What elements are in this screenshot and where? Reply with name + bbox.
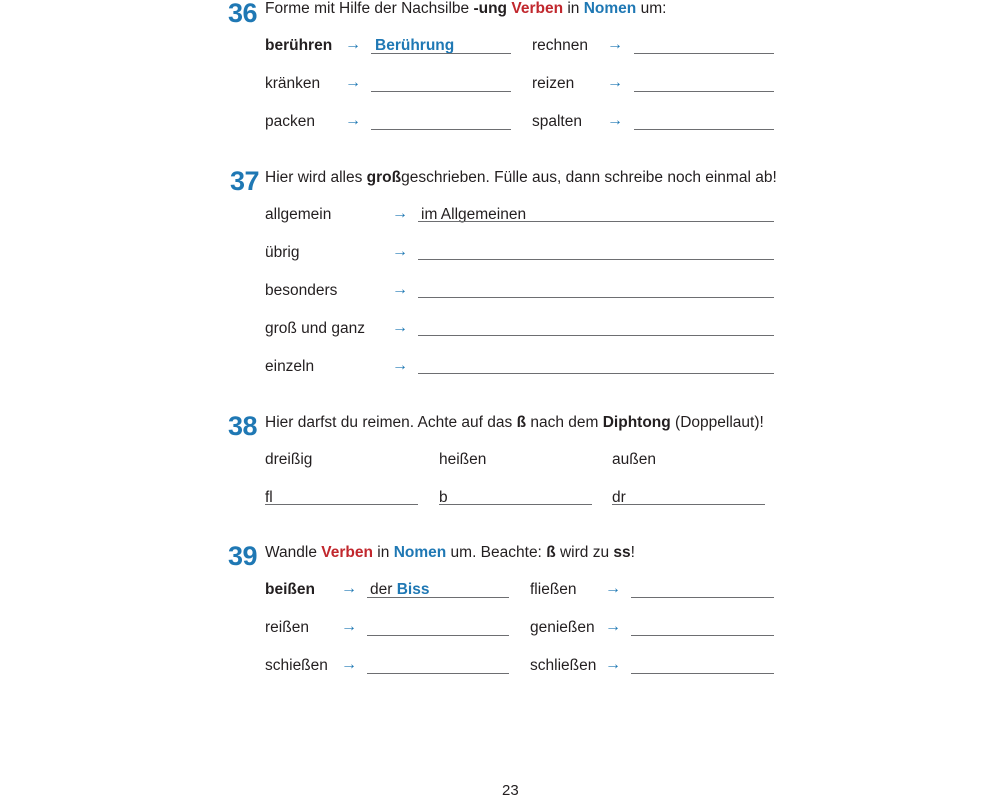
arrow-icon: → [605, 656, 621, 673]
ex36-answer-line[interactable] [371, 53, 511, 54]
arrow-icon: → [392, 319, 408, 336]
arrow-icon: → [341, 656, 357, 673]
ex39-word-fliessen: fließen [530, 581, 577, 598]
ex37-word-allgemein: allgemein [265, 206, 332, 223]
ex39-answer-line[interactable] [631, 635, 774, 636]
exercise-37-instruction: Hier wird alles großgeschrieben. Fülle aus, dann schreibe noch einmal ab! [265, 169, 777, 186]
exercise-39-instruction: Wandle Verben in Nomen um. Beachte: ß wird zu ss! [265, 544, 635, 561]
ex39-word-schliessen: schließen [530, 657, 597, 674]
ex39-answer-line[interactable] [367, 597, 509, 598]
ex39-answer-der-biss: der Biss [370, 581, 430, 598]
ex39-answer-line[interactable] [631, 673, 774, 674]
ex38-prefix-b: b [439, 489, 448, 506]
ex38-word-dreissig: dreißig [265, 451, 313, 468]
arrow-icon: → [607, 36, 623, 53]
arrow-icon: → [392, 205, 408, 222]
arrow-icon: → [345, 112, 361, 129]
ex36-answer-line[interactable] [634, 91, 774, 92]
arrow-icon: → [341, 618, 357, 635]
ex39-answer-line[interactable] [631, 597, 774, 598]
ex37-answer-line[interactable] [418, 373, 774, 374]
ex38-answer-line[interactable] [265, 504, 418, 505]
ex36-word-packen: packen [265, 113, 315, 130]
arrow-icon: → [392, 281, 408, 298]
ex39-answer-line[interactable] [367, 635, 509, 636]
exercise-39-number: 39 [228, 541, 258, 571]
ex36-answer-line[interactable] [634, 129, 774, 130]
arrow-icon: → [392, 357, 408, 374]
ex38-word-heissen: heißen [439, 451, 487, 468]
ex39-word-reissen: reißen [265, 619, 309, 636]
ex36-answer-beruehrung: Berührung [375, 37, 455, 54]
ex36-word-spalten: spalten [532, 113, 582, 130]
ex37-answer-im-allgemeinen: im Allgemeinen [421, 206, 527, 223]
ex37-answer-line[interactable] [418, 259, 774, 260]
ex37-word-gross-und-ganz: groß und ganz [265, 320, 365, 337]
ex36-word-kraenken: kränken [265, 75, 321, 92]
ex36-answer-line[interactable] [371, 91, 511, 92]
ex39-word-geniessen: genießen [530, 619, 595, 636]
exercise-36-instruction: Forme mit Hilfe der Nachsilbe -ung Verben in Nomen um: [265, 0, 667, 17]
page-number: 23 [502, 782, 519, 799]
arrow-icon: → [392, 243, 408, 260]
arrow-icon: → [605, 580, 621, 597]
ex36-word-rechnen: rechnen [532, 37, 589, 54]
arrow-icon: → [341, 580, 357, 597]
ex37-answer-line[interactable] [418, 297, 774, 298]
ex36-word-beruehren: berühren [265, 37, 333, 54]
arrow-icon: → [345, 36, 361, 53]
ex38-answer-line[interactable] [439, 504, 592, 505]
exercise-38-instruction: Hier darfst du reimen. Achte auf das ß nach dem Diphtong (Doppellaut)! [265, 414, 764, 431]
exercise-38-number: 38 [228, 411, 258, 441]
ex37-answer-line[interactable] [418, 221, 774, 222]
ex39-word-beissen: beißen [265, 581, 315, 598]
ex36-answer-line[interactable] [634, 53, 774, 54]
ex36-word-reizen: reizen [532, 75, 575, 92]
ex38-prefix-fl: fl [265, 489, 273, 506]
ex38-answer-line[interactable] [612, 504, 765, 505]
ex37-word-uebrig: übrig [265, 244, 300, 261]
ex37-answer-line[interactable] [418, 335, 774, 336]
arrow-icon: → [345, 74, 361, 91]
ex38-prefix-dr: dr [612, 489, 626, 506]
ex37-word-einzeln: einzeln [265, 358, 315, 375]
ex37-word-besonders: besonders [265, 282, 338, 299]
ex39-answer-line[interactable] [367, 673, 509, 674]
ex36-answer-line[interactable] [371, 129, 511, 130]
arrow-icon: → [605, 618, 621, 635]
arrow-icon: → [607, 74, 623, 91]
ex38-word-aussen: außen [612, 451, 656, 468]
exercise-36-number: 36 [228, 0, 258, 28]
ex39-word-schiessen: schießen [265, 657, 328, 674]
exercise-37-number: 37 [230, 166, 260, 196]
arrow-icon: → [607, 112, 623, 129]
